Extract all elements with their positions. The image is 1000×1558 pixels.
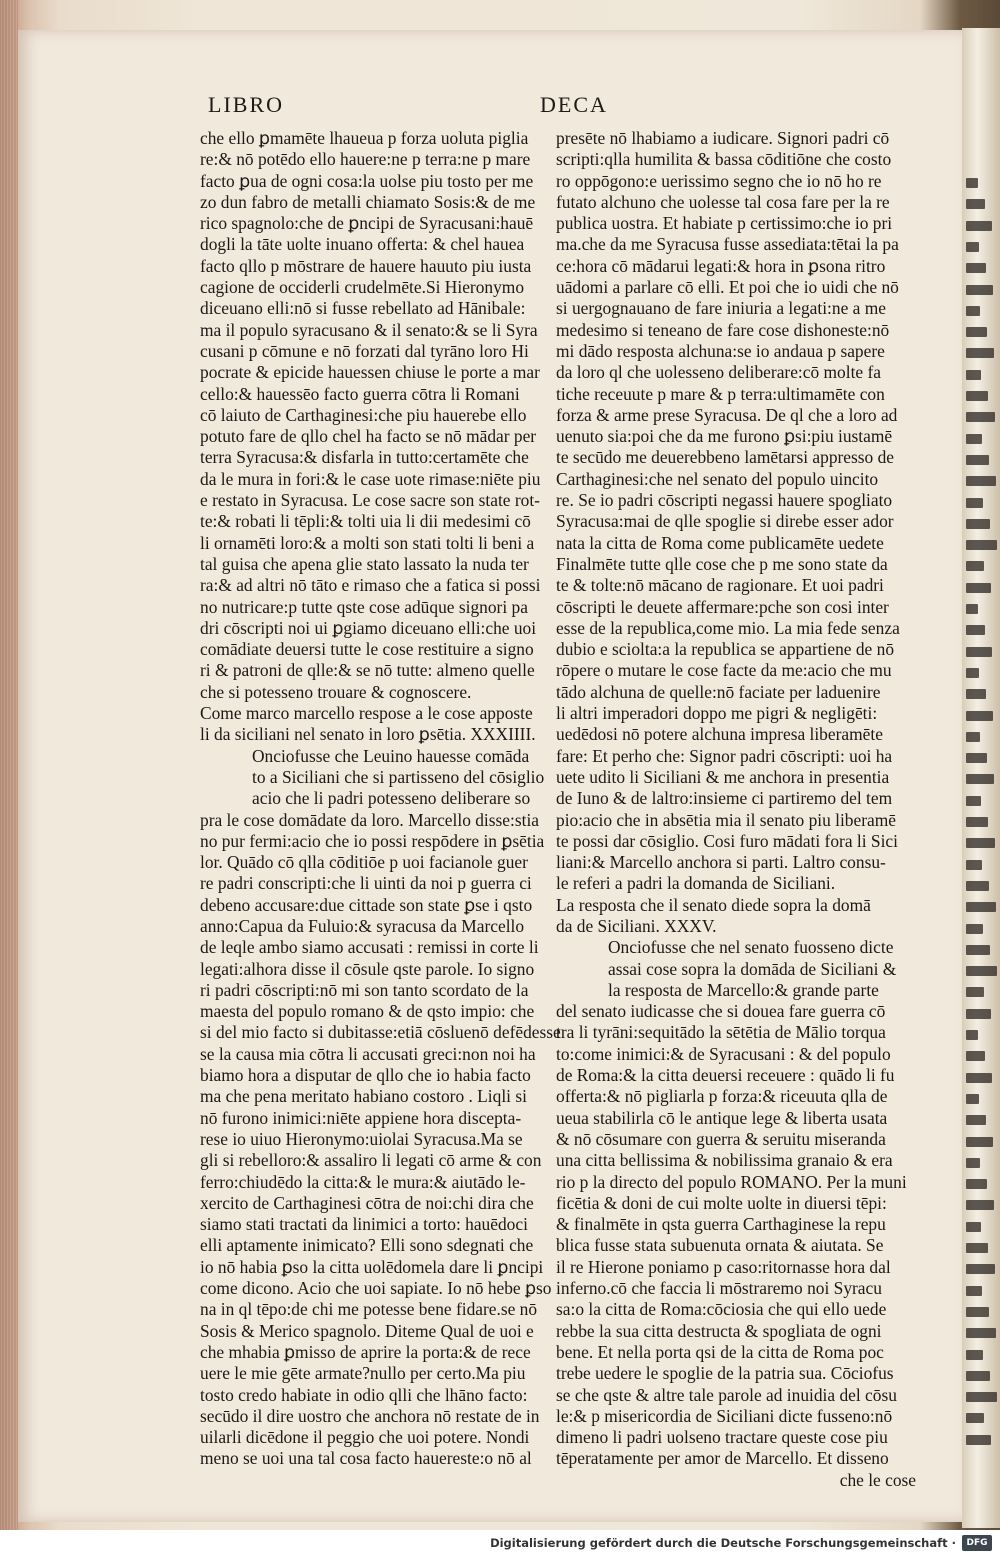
text-line: li ornamēti loro:& a molti son stati tolti li beni a [200,532,535,553]
text-line: del senato iudicasse che si douea fare guerra cō [556,1001,886,1022]
adjacent-text-fragment [966,498,983,508]
dfg-logo-icon: DFG [962,1535,992,1551]
adjacent-text-fragment [966,689,986,699]
text-line: uilarli dicēdone il peggio che uoi potere. Nondi [200,1427,530,1448]
text-line: ueua stabilirla cō le antique lege & liberta usata [556,1107,888,1128]
adjacent-text-fragment [966,434,982,444]
adjacent-text-fragment [966,1179,987,1189]
text-column-right [556,128,916,1491]
text-line: tādo alchuna de quelle:nō faciate per laduenire [556,681,881,702]
text-line: tosto credo habiate in odio qlli che lhāno facto: [200,1384,528,1405]
adjacent-text-fragment [966,583,991,593]
text-line: nata la citta de Roma come publicamēte uedete [556,532,884,553]
text-line: da loro ql che uolesseno deliberare:cō molte fa [556,362,881,383]
text-line: & nō cōsumare con guerra & seruitu miseranda [556,1128,886,1149]
adjacent-text-fragment [966,860,982,870]
text-line: te secūdo me deuerebbeno lamētarsi appresso de [556,447,895,468]
header-right: DECA [540,92,608,117]
book-edge-left [0,0,18,1558]
adjacent-text-fragment [966,1073,992,1083]
adjacent-text-fragment [966,1158,980,1168]
text-line: zo dun fabro de metalli chiamato Sosis:& de me [200,191,536,212]
text-line: elli aptamente inimicato? Elli sono sdegnati che [200,1235,534,1256]
text-line: facto ꝑua de ogni cosa:la uolse piu tosto per me [200,170,534,191]
text-line: esse de la republica,come mio. La mia fede senza [556,617,900,638]
adjacent-text-fragment [966,540,997,550]
adjacent-text-fragment [966,817,988,827]
text-line: te & tolte:nō mācano de ragionare. Et uoi padri [556,575,884,596]
adjacent-text-fragment [966,924,983,934]
adjacent-text-fragment [966,1328,996,1338]
adjacent-text-fragment [966,1094,979,1104]
text-line: publica uostra. Et habiate p certissimo:che io pri [556,213,893,234]
text-line: La resposta che il senato diede sopra la domā [556,894,871,915]
text-line: de Roma:& la citta deuersi receuere : quādo li fu [556,1065,895,1086]
text-line: che mhabia ꝑmisso de aprire la porta:& de rece [200,1341,531,1362]
text-line: tra li tyrāni:sequitādo la sētētia de Mālio torqua [556,1022,886,1043]
text-line: acio che li padri potesseno deliberare so [252,788,531,809]
adjacent-text-fragment [966,263,986,273]
adjacent-text-fragment [966,412,995,422]
text-line: Come marco marcello respose a le cose apposte [200,703,533,724]
text-line: na in ql tēpo:de chi me potesse bene fidare.se nō [200,1299,538,1320]
text-line: da de Siciliani. XXXV. [556,915,717,936]
adjacent-text-fragment [966,1051,985,1061]
adjacent-text-fragment [966,1137,993,1147]
adjacent-text-fragment [966,796,981,806]
text-line: si del mio facto si dubitasse:etiā cōsluenō defēdesse [200,1022,561,1043]
adjacent-text-fragment [966,987,984,997]
text-line: cusani p cōmune e nō forzati dal tyrāno loro Hi [200,340,529,361]
text-line: Sosis & Merico spagnolo. Diteme Qual de uoi e [200,1320,534,1341]
text-line: se la causa mia cōtra li accusati greci:non noi ha [200,1043,536,1064]
adjacent-text-fragment [966,945,990,955]
adjacent-text-fragment [966,455,989,465]
adjacent-text-fragment [966,1243,988,1253]
text-line: ficētia & doni de cui molte uolte in diuersi tēpi: [556,1192,887,1213]
text-line: liani:& Marcello anchora si parti. Laltro consu- [556,852,886,873]
text-line: rio p la directo del populo ROMANO. Per la muni [556,1171,907,1192]
text-line: presēte nō lhabiamo a iudicare. Signori padri cō [556,128,890,148]
text-line: re. Se io padri cōscripti negassi hauere spogliato [556,490,893,511]
text-line: to a Siciliani che si partisseno del cōsiglio [252,766,545,787]
text-line: trebe uedere le spoglie de la patria sua. Cōciofus [556,1363,894,1384]
digitization-footer [0,1530,1000,1558]
adjacent-text-fragment [966,306,980,316]
text-line: ma.che da me Syracusa fusse assediata:tētai la pa [556,234,899,255]
adjacent-text-fragment [966,1030,978,1040]
text-line: maesta del populo romano & de qsto impio: che [200,1001,535,1022]
text-line: dogli la tāte uolte inuano offerta: & chel hauea [200,234,525,255]
adjacent-text-fragment [966,242,979,252]
text-line: tiche receuute p mare & p terra:ultimamēte con [556,383,885,404]
text-line: ce:hora cō mādarui legati:& hora in ꝑsona ritro [556,255,886,276]
adjacent-text-fragment [966,625,985,635]
text-line: le:& p misericordia de Siciliani dicte fusseno:nō [556,1405,893,1426]
text-line: ma che pena meritato habiano costoro . Liqli si [200,1086,527,1107]
text-line: ferro:chiudēdo la citta:& le mura:& aiutādo le- [200,1171,526,1192]
text-line: dri cōscripti noi ui ꝑgiamo diceuano elli:che uoi [200,617,537,638]
text-line: ra:& ad altri nō tāto e rimaso che a fatica si possi [200,575,541,596]
text-line: dubio e sciolta:a la republica se appartiene de nō [556,639,895,660]
text-line: li altri imperadori doppo me pigri & negligēti: [556,703,878,724]
adjacent-text-fragment [966,1350,983,1360]
text-line: nō furono inimici:niēte appiene hora discepta- [200,1107,522,1128]
text-line: Onciofusse che Leuino hauesse comāda [252,745,530,766]
adjacent-text-fragment [966,221,992,231]
text-line: mi dādo resposta alchuna:se io andaua p sapere [556,340,885,361]
adjacent-text-fragment [966,732,980,742]
adjacent-text-fragment [966,711,993,721]
text-line: la resposta de Marcello:& grande parte [608,979,879,1000]
adjacent-page-edge [962,28,1000,1528]
text-line: che ello ꝑmamēte lhaueua p forza uoluta piglia [200,128,529,148]
text-line: io nō habia ꝑso la citta uolēdomela dare li ꝑncipi [200,1256,544,1277]
adjacent-text-fragment [966,561,984,571]
text-line: una citta bellissima & nobilissima granaio & era [556,1150,893,1171]
text-line: comādiate deuersi tutte le cose restituire a signo [200,639,534,660]
adjacent-text-fragment [966,519,990,529]
adjacent-text-fragment [966,327,987,337]
text-line: meno se uoi una tal cosa facto hauereste:o nō al [200,1448,532,1469]
text-line: debeno accusare:due cittade son state ꝑse i qsto [200,894,533,915]
text-line: uādomi a parlare cō elli. Et poi che io uidi che nō [556,277,899,298]
text-line: te possi dar cōsiglio. Cosi furo mādati fora li Sici [556,830,898,851]
adjacent-text-fragment [966,902,996,912]
text-line: assai cose sopra la domāda de Siciliani & [608,958,897,979]
adjacent-text-fragment [966,1115,986,1125]
text-line: scripti:qlla humilita & bassa cōditiōne che costo [556,149,892,170]
text-line: gli si rebelloro:& assaliro li legati cō arme & con [200,1150,542,1171]
text-line: potuto fare de qllo chel ha facto se nō mādar per [200,426,537,447]
text-line: lor. Quādo cō qlla cōditiōe p uoi facianole guer [200,852,528,873]
text-line: ri & patroni de qlle:& se nō tutte: almeno quelle [200,660,535,681]
text-line: fare: Et perho che: Signor padri cōscripti: uoi ha [556,745,893,766]
text-line: si uergognauano de fare iniuria a legati:ne a me [556,298,886,319]
text-line: secūdo il dire uostro che anchora nō restate de in [200,1405,540,1426]
adjacent-text-fragment [966,1200,994,1210]
text-line: medesimo si teneano de fare cose dishoneste:nō [556,319,890,340]
text-line: ma il populo syracusano & il senato:& se li Syra [200,319,538,340]
adjacent-text-fragment [966,1222,981,1232]
adjacent-text-fragment [966,668,979,678]
text-line: pra le cose domādate da loro. Marcello disse:stia [200,809,539,830]
text-line: te:& robati li tēpli:& tolti uia li dii medesimi cō [200,511,531,532]
text-line: xercito de Carthaginesi cōtra de noi:chi dira che [200,1192,534,1213]
text-line: cō laiuto de Carthaginesi:che piu hauerebe ello [200,404,527,425]
adjacent-text-fragment [966,838,995,848]
text-line: pocrate & epicide hauessen chiuse le porte a mar [200,362,540,383]
text-line: siamo stati tractati da linimici a torto: hauēdoci [200,1214,528,1235]
adjacent-text-fragment [966,178,978,188]
text-line: e restato in Syracusa. Le cose sacre son state rot- [200,490,540,511]
footer-credit: Digitalisierung gefördert durch die Deutsche Forschungsgemeinschaft · [490,1536,956,1550]
text-line: uete udito li Siciliani & me anchora in presentia [556,766,890,787]
adjacent-text-fragment [966,881,989,891]
text-line: re:& nō potēdo ello hauere:ne p terra:ne p mare [200,149,531,170]
adjacent-text-fragment [966,476,996,486]
adjacent-text-fragment [966,1264,995,1274]
text-line: rese io uiuo Hieronymo:uiolai Syracusa.Ma se [200,1128,523,1149]
text-line: bene. Et nella porta qsi de la citta de Roma poc [556,1341,884,1362]
adjacent-text-fragment [966,966,997,976]
text-line: no pur fermi:acio che io possi respōdere in ꝑsētia [200,830,545,851]
adjacent-text-fragment [966,1435,991,1445]
text-line: da le mura in fori:& le case uote rimase:niēte piu [200,468,541,489]
text-line: ri padri cōscripti:nō mi son tanto scordato de la [200,979,529,1000]
text-line: sa:o la citta de Roma:cōciosia che qui ello uede [556,1299,887,1320]
text-line: cello:& hauessēo facto guerra cōtra li Romani [200,383,520,404]
adjacent-text-fragment [966,604,978,614]
adjacent-text-fragment [966,1307,989,1317]
text-line: se che qste & altre tale parole ad inuidia del cōsu [556,1384,897,1405]
text-line: no nutricare:p tutte qste cose adūque signori pa [200,596,528,617]
text-line: Carthaginesi:che nel senato del populo uincito [556,468,879,489]
text-line: diceuano elli:nō si fusse rebellato ad Hānibale: [200,298,526,319]
text-line: anno:Capua da Fuluio:& syracusa da Marcello [200,915,525,936]
header-left: LIBRO [208,92,284,117]
text-line: to:come inimici:& de Syracusani : & del populo [556,1043,891,1064]
running-header [0,92,1000,122]
text-line: cōscripti le deuete affermare:pche son cosi inter [556,596,889,617]
text-line: ro oppōgono:e uerissimo segno che io nō ho re [556,170,882,191]
text-line: biamo hora a disputar de qllo che io habia facto [200,1065,531,1086]
text-line: li da siciliani nel senato in loro ꝑsētia. XXXIIII. [200,724,536,745]
text-line: rico spagnolo:che de ꝑncipi de Syracusani:hauē [200,213,534,234]
text-line: uere le mie gēte armate?nullo per certo.Ma piu [200,1363,526,1384]
adjacent-text-fragment [966,753,987,763]
text-line: che si potesseno trouare & cognoscere. [200,681,472,702]
adjacent-text-fragment [966,647,992,657]
text-line: tal guisa che apena glie stato lassato la nuda ter [200,553,529,574]
adjacent-text-fragment [966,391,988,401]
text-line: facto qllo p mōstrare de hauere hauuto piu iusta [200,255,532,276]
adjacent-text-fragment [966,1009,991,1019]
text-column-left [200,128,561,1470]
text-line: & finalmēte in qsta guerra Carthaginese la repu [556,1214,886,1235]
adjacent-text-fragment [966,774,994,784]
adjacent-text-fragment [966,1286,982,1296]
adjacent-text-fragment [966,1413,984,1423]
text-line: blica fusse stata subuenuta ornata & aiutata. Se [556,1235,884,1256]
text-line: rebbe la sua citta destructa & spogliata de ogni [556,1320,882,1341]
text-line: de leqle ambo siamo accusati : remissi in corte li [200,937,539,958]
text-line: Onciofusse che nel senato fuosseno dicte [608,937,894,958]
adjacent-text-fragment [966,285,993,295]
text-line: offerta:& nō pigliarla p forza:& riceuuta qlla de [556,1086,888,1107]
text-line: legati:alhora disse il cōsule qste parole. Io signo [200,958,535,979]
text-line: dimeno li padri uolseno tractare queste cose piu [556,1427,888,1448]
text-line: pio:acio che in absētia mia il senato piu liberamē [556,809,896,830]
adjacent-text-fragment [966,348,994,358]
text-line: re padri conscripti:che li uinti da noi p guerra ci [200,873,532,894]
text-line: Syracusa:mai de qlle spoglie si direbe esser ador [556,511,894,532]
text-line: che le cose [839,1469,916,1490]
adjacent-text-fragment [966,370,981,380]
text-line: uenuto sia:poi che da me furono ꝑsi:piu iustamē [556,426,893,447]
text-line: cagione de occiderli crudelmēte.Si Hieronymo [200,277,525,298]
adjacent-text-fragment [966,1371,990,1381]
text-line: il re Hierone poniamo p caso:ritornasse hora dal [556,1256,891,1277]
text-line: inferno.cō che faccia li mōstraremo noi Syracu [556,1278,882,1299]
text-line: come dicono. Acio che uoi sapiate. Io nō hebe ꝑso [200,1278,552,1299]
text-line: le referi a padri la domanda de Siciliani. [556,873,836,894]
text-line: forza & arme prese Syracusa. De ql che a loro ad [556,404,898,425]
text-line: Finalmēte tutte qlle cose che p me sono state da [556,553,888,574]
adjacent-text-fragment [966,199,985,209]
text-line: tēperatamente per amor de Marcello. Et disseno [556,1448,889,1469]
text-line: terra Syracusa:& disfarla in tutto:certamēte che [200,447,529,468]
text-line: uedēdosi nō potere alchuna impresa liberamēte [556,724,883,745]
text-line: futato alchuno che uolesse tal cosa fare per la re [556,191,890,212]
text-line: de Iuno & de laltro:insieme ci partiremo del tem [556,788,893,809]
adjacent-text-fragment [966,1392,997,1402]
text-line: rōpere o mutare le cose facte da me:acio che mu [556,660,892,681]
